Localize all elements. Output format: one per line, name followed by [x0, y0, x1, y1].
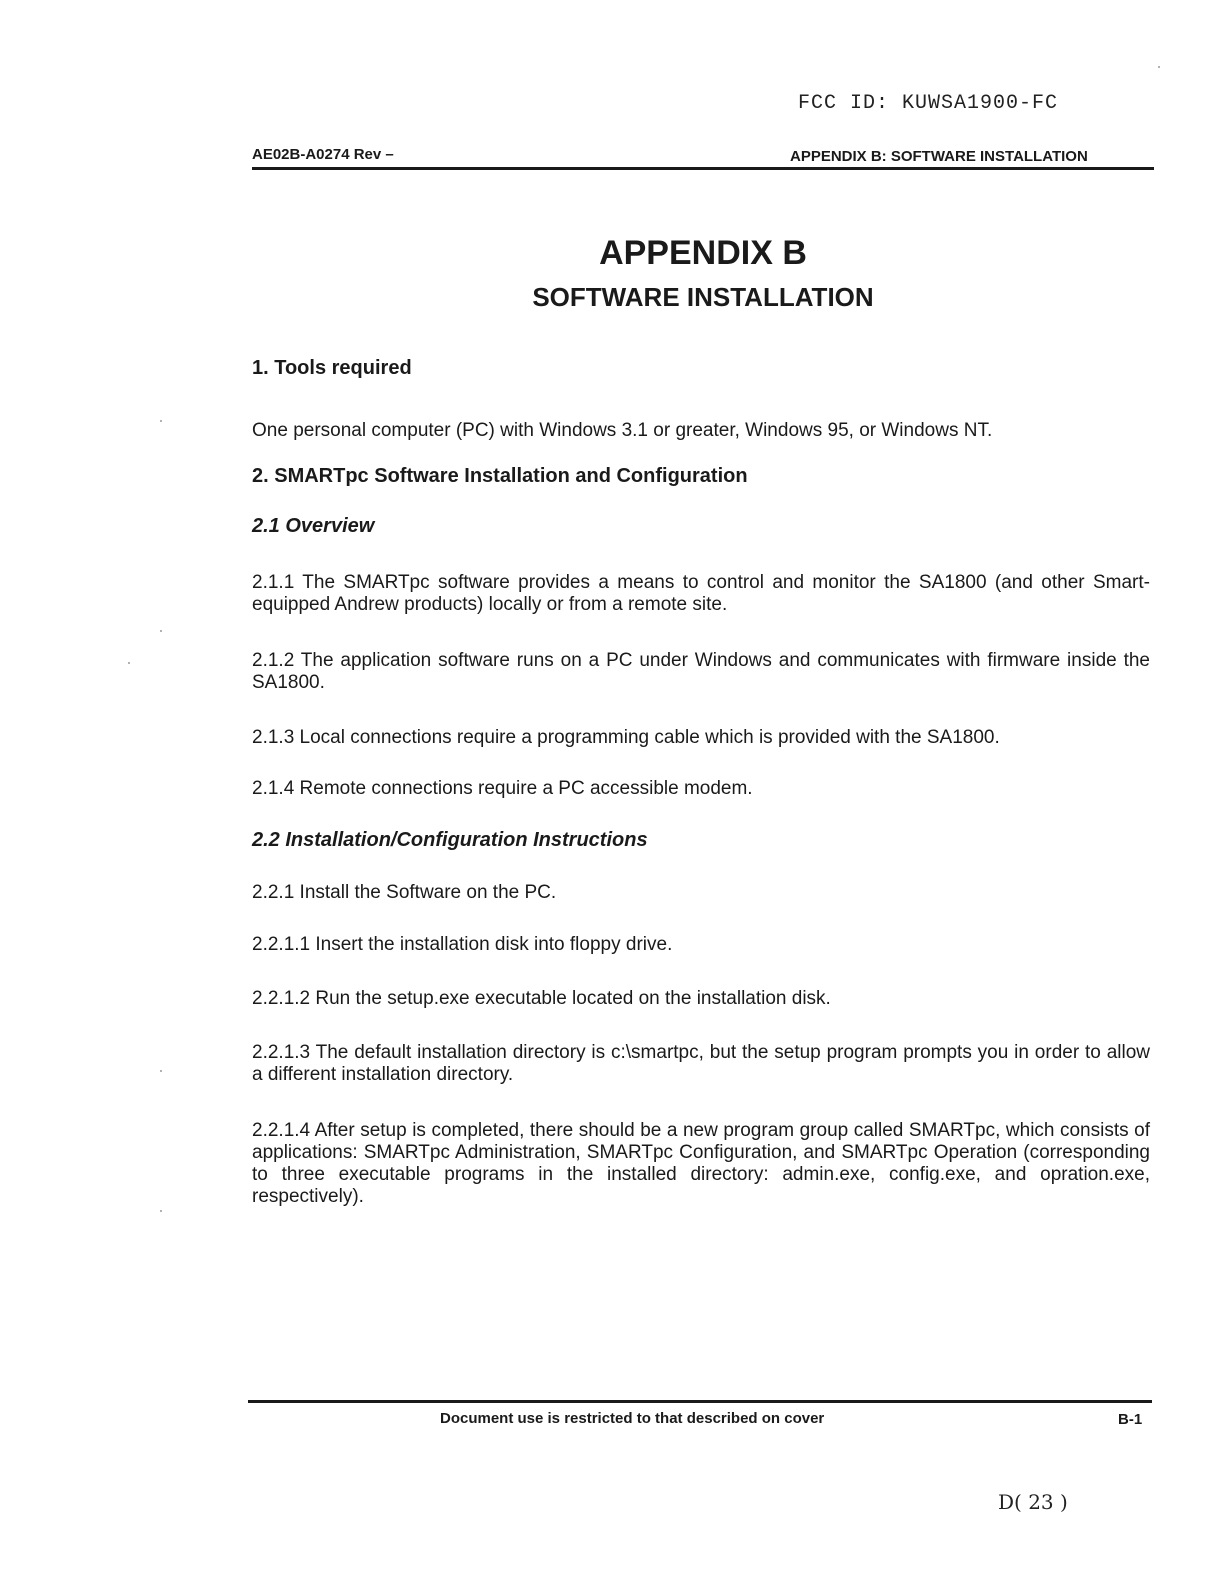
scan-speck — [128, 662, 130, 664]
page-title: APPENDIX B — [599, 234, 807, 272]
paragraph-2-2-1-4: 2.2.1.4 After setup is completed, there should be a new program group called SMARTpc, which consists of applications: SMARTpc Administration, SMARTpc Configuration, and SMARTpc Operation (corresponding to three executable programs in the installed directory: admin.exe, config.exe, and opration.exe, respectively). — [252, 1120, 1150, 1207]
heading-installation-configuration: 2. SMARTpc Software Installation and Configuration — [252, 465, 748, 487]
paragraph-2-2-1-1: 2.2.1.1 Insert the installation disk into floppy drive. — [252, 934, 673, 955]
heading-overview: 2.1 Overview — [252, 515, 375, 537]
fcc-id: FCC ID: KUWSA1900-FC — [798, 92, 1059, 115]
paragraph-2-1-3: 2.1.3 Local connections require a programming cable which is provided with the SA1800. — [252, 727, 1000, 748]
paragraph-2-2-1-3: 2.2.1.3 The default installation directory is c:\smartpc, but the setup program prompts you in order to allow a different installation directory. — [252, 1042, 1150, 1085]
paragraph-2-1-4: 2.1.4 Remote connections require a PC accessible modem. — [252, 778, 753, 799]
heading-instructions: 2.2 Installation/Configuration Instructions — [252, 829, 648, 851]
page-number: B-1 — [1118, 1411, 1143, 1428]
footer-rule — [248, 1400, 1152, 1403]
paragraph-2-2-1: 2.2.1 Install the Software on the PC. — [252, 882, 557, 903]
section-header: APPENDIX B: SOFTWARE INSTALLATION — [790, 148, 1088, 165]
doc-number: AE02B-A0274 Rev – — [252, 146, 394, 163]
paragraph-2-2-1-2: 2.2.1.2 Run the setup.exe executable located on the installation disk. — [252, 988, 831, 1009]
scan-speck — [160, 1070, 162, 1072]
scan-speck — [160, 630, 162, 632]
page-subtitle: SOFTWARE INSTALLATION — [532, 282, 874, 312]
paragraph-tools: One personal computer (PC) with Windows 3.1 or greater, Windows 95, or Windows NT. — [252, 420, 993, 441]
paragraph-2-1-2: 2.1.2 The application software runs on a PC under Windows and communicates with firmware inside the SA1800. — [252, 650, 1150, 693]
scan-speck — [160, 1210, 162, 1212]
scan-speck — [160, 420, 162, 422]
footer-restriction: Document use is restricted to that described on cover — [440, 1410, 825, 1427]
handwritten-page-mark: D( 23 ) — [998, 1490, 1068, 1514]
header-rule — [252, 167, 1154, 170]
paragraph-2-1-1: 2.1.1 The SMARTpc software provides a means to control and monitor the SA1800 (and other Smart-equipped Andrew products) locally or from a remote site. — [252, 572, 1150, 615]
heading-tools-required: 1. Tools required — [252, 357, 412, 379]
scan-speck — [1158, 66, 1160, 68]
